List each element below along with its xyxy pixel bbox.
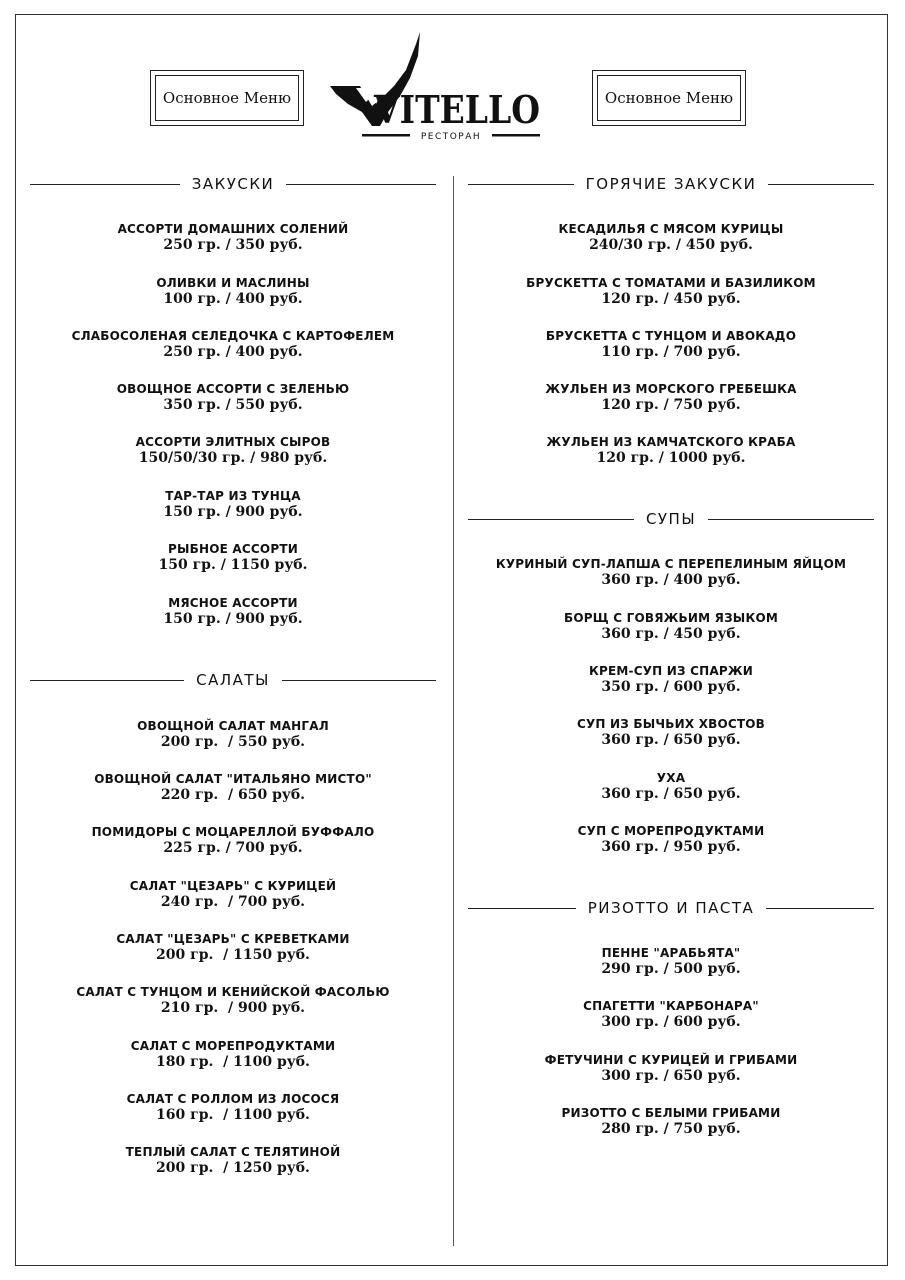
menu-item bbox=[468, 1106, 874, 1137]
menu-item bbox=[30, 542, 436, 573]
item-price: 110 гр. / 700 руб. bbox=[601, 344, 741, 360]
item-price: 200 гр. / 550 руб. bbox=[160, 734, 306, 750]
menu-item bbox=[468, 276, 874, 307]
section-header-goryachie bbox=[468, 174, 874, 194]
item-name: ЖУЛЬЕН ИЗ МОРСКОГО ГРЕБЕШКА bbox=[545, 382, 797, 396]
divider-line bbox=[766, 908, 874, 909]
menu-item bbox=[30, 1145, 436, 1176]
menu-item bbox=[468, 382, 874, 413]
section-title: ЗАКУСКИ bbox=[191, 175, 275, 193]
menu-item bbox=[30, 985, 436, 1016]
menu-item bbox=[468, 664, 874, 695]
item-name: СЛАБОСОЛЕНАЯ СЕЛЕДОЧКА С КАРТОФЕЛЕМ bbox=[71, 329, 395, 343]
menu-item bbox=[468, 999, 874, 1030]
column-divider bbox=[453, 176, 454, 1246]
item-name: ПЕННЕ "АРАБЬЯТА" bbox=[601, 946, 741, 960]
item-name: ФЕТУЧИНИ С КУРИЦЕЙ И ГРИБАМИ bbox=[544, 1053, 798, 1067]
item-name: САЛАТ "ЦЕЗАРЬ" С КРЕВЕТКАМИ bbox=[116, 932, 350, 946]
item-name: ТАР-ТАР ИЗ ТУНЦА bbox=[165, 489, 301, 503]
menu-item bbox=[30, 1039, 436, 1070]
item-name: АССОРТИ ЭЛИТНЫХ СЫРОВ bbox=[135, 435, 331, 449]
item-price: 350 гр. / 550 руб. bbox=[163, 397, 303, 413]
menu-item bbox=[468, 222, 874, 253]
item-price: 120 гр. / 750 руб. bbox=[601, 397, 741, 413]
divider-line bbox=[468, 184, 574, 185]
item-name: ПОМИДОРЫ С МОЦАРЕЛЛОЙ БУФФАЛО bbox=[91, 825, 375, 839]
item-name: КЕСАДИЛЬЯ С МЯСОМ КУРИЦЫ bbox=[558, 222, 784, 236]
item-name: САЛАТ С ТУНЦОМ И КЕНИЙСКОЙ ФАСОЛЬЮ bbox=[76, 985, 390, 999]
menu-item bbox=[30, 596, 436, 627]
item-price: 150 гр. / 900 руб. bbox=[163, 611, 303, 627]
menu-label-left: Основное Меню bbox=[155, 75, 299, 121]
item-price: 150 гр. / 900 руб. bbox=[163, 504, 303, 520]
item-price: 360 гр. / 450 руб. bbox=[601, 626, 741, 642]
section-header-salaty bbox=[30, 670, 436, 690]
divider-line bbox=[468, 908, 576, 909]
item-name: БРУСКЕТТА С ТОМАТАМИ И БАЗИЛИКОМ bbox=[526, 276, 816, 290]
item-name: СУП ИЗ БЫЧЬИХ ХВОСТОВ bbox=[576, 717, 766, 731]
item-price: 225 гр. / 700 руб. bbox=[163, 840, 303, 856]
item-name: МЯСНОЕ АССОРТИ bbox=[168, 596, 298, 610]
vitello-logo bbox=[326, 30, 546, 145]
menu-item bbox=[30, 879, 436, 910]
item-name: ОВОЩНОЙ САЛАТ "ИТАЛЬЯНО МИСТО" bbox=[94, 772, 372, 786]
item-name: БРУСКЕТТА С ТУНЦОМ И АВОКАДО bbox=[545, 329, 797, 343]
item-price: 120 гр. / 1000 руб. bbox=[596, 450, 746, 466]
item-price: 200 гр. / 1150 руб. bbox=[156, 947, 310, 963]
menu-item bbox=[30, 1092, 436, 1123]
item-name: КРЕМ-СУП ИЗ СПАРЖИ bbox=[588, 664, 753, 678]
menu-item bbox=[468, 717, 874, 748]
item-name: АССОРТИ ДОМАШНИХ СОЛЕНИЙ bbox=[117, 222, 349, 236]
divider-line bbox=[30, 184, 180, 185]
section-title: СУПЫ bbox=[645, 510, 697, 528]
section-title: САЛАТЫ bbox=[196, 671, 270, 689]
menu-item bbox=[468, 771, 874, 802]
section-header-supy bbox=[468, 509, 874, 529]
menu-item bbox=[468, 1053, 874, 1084]
divider-line bbox=[468, 519, 634, 520]
menu-item bbox=[468, 435, 874, 466]
divider-line bbox=[708, 519, 874, 520]
menu-item bbox=[30, 329, 436, 360]
menu-item bbox=[30, 932, 436, 963]
item-price: 150/50/30 гр. / 980 руб. bbox=[138, 450, 328, 466]
section-title: РИЗОТТО И ПАСТА bbox=[587, 899, 755, 917]
menu-label-right: Основное Меню bbox=[597, 75, 741, 121]
menu-item bbox=[30, 489, 436, 520]
item-price: 360 гр. / 650 руб. bbox=[601, 786, 741, 802]
item-price: 220 гр. / 650 руб. bbox=[160, 787, 306, 803]
divider-line bbox=[286, 184, 436, 185]
item-price: 100 гр. / 400 руб. bbox=[163, 291, 303, 307]
item-price: 280 гр. / 750 руб. bbox=[601, 1121, 741, 1137]
section-header-zakuski bbox=[30, 174, 436, 194]
item-price: 250 гр. / 400 руб. bbox=[163, 344, 303, 360]
item-name: СПАГЕТТИ "КАРБОНАРА" bbox=[583, 999, 759, 1013]
item-name: САЛАТ С МОРЕПРОДУКТАМИ bbox=[130, 1039, 336, 1053]
menu-item bbox=[30, 825, 436, 856]
logo-subtext: РЕСТОРАН bbox=[420, 132, 482, 142]
item-name: КУРИНЫЙ СУП-ЛАПША С ПЕРЕПЕЛИНЫМ ЯЙЦОМ bbox=[495, 557, 847, 571]
menu-item bbox=[30, 435, 436, 466]
menu-item bbox=[468, 611, 874, 642]
item-price: 360 гр. / 400 руб. bbox=[601, 572, 741, 588]
menu-label-box-right bbox=[592, 70, 746, 126]
divider-line bbox=[768, 184, 874, 185]
section-title: ГОРЯЧИЕ ЗАКУСКИ bbox=[585, 175, 757, 193]
item-price: 360 гр. / 650 руб. bbox=[601, 732, 741, 748]
menu-item bbox=[30, 382, 436, 413]
menu-item bbox=[468, 946, 874, 977]
item-price: 210 гр. / 900 руб. bbox=[160, 1000, 306, 1016]
item-name: СУП С МОРЕПРОДУКТАМИ bbox=[577, 824, 765, 838]
item-price: 300 гр. / 600 руб. bbox=[601, 1014, 741, 1030]
item-name: РИЗОТТО С БЕЛЫМИ ГРИБАМИ bbox=[561, 1106, 781, 1120]
menu-label-box-left bbox=[150, 70, 304, 126]
menu-item bbox=[30, 276, 436, 307]
menu-item bbox=[468, 329, 874, 360]
menu-item bbox=[30, 772, 436, 803]
item-price: 160 гр. / 1100 руб. bbox=[156, 1107, 310, 1123]
menu-item bbox=[468, 824, 874, 855]
item-name: БОРЩ С ГОВЯЖЬИМ ЯЗЫКОМ bbox=[564, 611, 778, 625]
item-price: 290 гр. / 500 руб. bbox=[601, 961, 741, 977]
divider-line bbox=[282, 680, 436, 681]
divider-line bbox=[30, 680, 184, 681]
item-price: 150 гр. / 1150 руб. bbox=[158, 557, 308, 573]
item-name: ТЕПЛЫЙ САЛАТ С ТЕЛЯТИНОЙ bbox=[125, 1145, 341, 1159]
item-price: 180 гр. / 1100 руб. bbox=[156, 1054, 310, 1070]
menu-item bbox=[30, 719, 436, 750]
item-price: 240 гр. / 700 руб. bbox=[160, 894, 306, 910]
item-name: ОВОЩНОЕ АССОРТИ С ЗЕЛЕНЬЮ bbox=[116, 382, 350, 396]
item-name: САЛАТ "ЦЕЗАРЬ" С КУРИЦЕЙ bbox=[129, 879, 337, 893]
item-price: 360 гр. / 950 руб. bbox=[601, 839, 741, 855]
logo-text: VITELLO bbox=[373, 87, 540, 132]
menu-item bbox=[468, 557, 874, 588]
item-price: 350 гр. / 600 руб. bbox=[601, 679, 741, 695]
item-price: 200 гр. / 1250 руб. bbox=[156, 1160, 310, 1176]
section-header-risotto bbox=[468, 898, 874, 918]
item-name: РЫБНОЕ АССОРТИ bbox=[168, 542, 298, 556]
item-price: 120 гр. / 450 руб. bbox=[601, 291, 741, 307]
item-name: ОВОЩНОЙ САЛАТ МАНГАЛ bbox=[137, 719, 329, 733]
item-price: 300 гр. / 650 руб. bbox=[601, 1068, 741, 1084]
item-price: 250 гр. / 350 руб. bbox=[163, 237, 303, 253]
item-price: 240/30 гр. / 450 руб. bbox=[589, 237, 753, 253]
item-name: УХА bbox=[656, 771, 686, 785]
menu-item bbox=[30, 222, 436, 253]
item-name: ОЛИВКИ И МАСЛИНЫ bbox=[156, 276, 310, 290]
item-name: САЛАТ С РОЛЛОМ ИЗ ЛОСОСЯ bbox=[126, 1092, 340, 1106]
item-name: ЖУЛЬЕН ИЗ КАМЧАТСКОГО КРАБА bbox=[546, 435, 796, 449]
